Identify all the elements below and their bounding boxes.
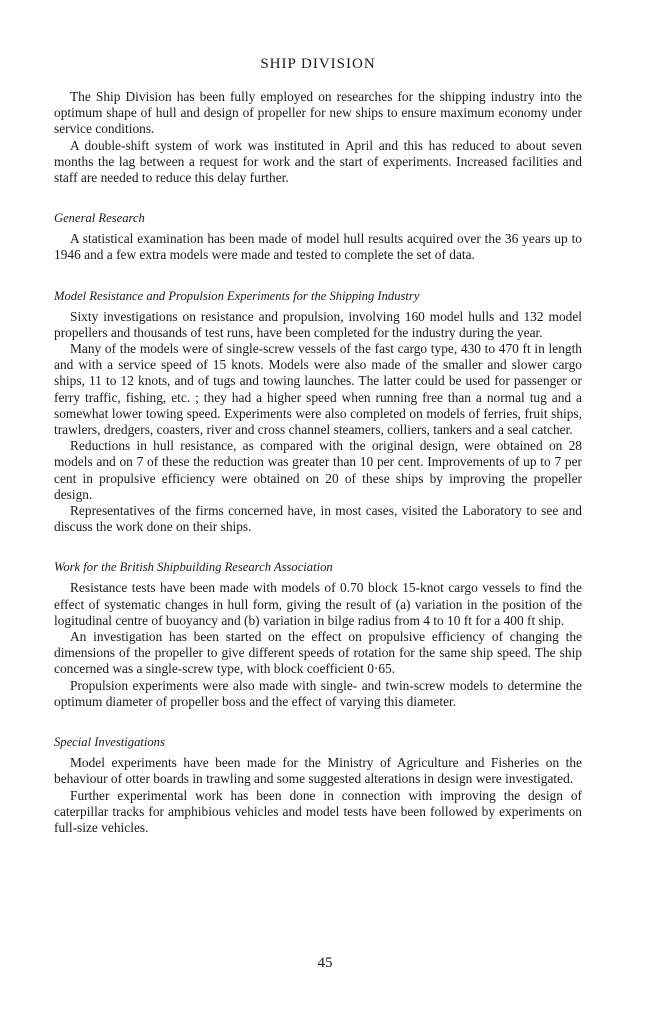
page-number: 45: [317, 955, 333, 971]
model-resistance-paragraph-4: Representatives of the firms concerned have, in most cases, visited the Laboratory to see and discuss the work done on their ships.: [54, 503, 582, 535]
model-resistance-paragraph-1: Sixty investigations on resistance and propulsion, involving 160 model hulls and 132 model propellers and thousands of test runs, have been completed for the industry during the year.: [54, 308, 582, 340]
special-investigations-paragraph-2: Further experimental work has been done in connection with improving the design of caterpillar tracks for amphibious vehicles and model tests have been followed by experiments on full-size vehicles.: [54, 787, 582, 835]
section-heading-special-investigations: Special Investigations: [54, 735, 165, 750]
intro-paragraph-2: A double-shift system of work was instituted in April and this has reduced to about seven months the lag between a request for work and the start of experiments. Increased facilities and staff are needed to reduce this delay further.: [54, 137, 582, 186]
bsra-paragraph-3: Propulsion experiments were also made with single- and twin-screw models to determine the optimum diameter of propeller boss and the effect of varying this diameter.: [54, 677, 582, 709]
section-heading-model-resistance: Model Resistance and Propulsion Experiments for the Shipping Industry: [54, 288, 420, 303]
bsra-paragraph-1: Resistance tests have been made with models of 0.70 block 15-knot cargo vessels to find the effect of systematic changes in hull form, giving the result of (a) variation in the position of the logitudinal centre of buoyancy and (b) variation in bilge radius from 4 to 10 ft for a 400 ft ship.: [54, 580, 582, 628]
page-title: SHIP DIVISION: [260, 56, 376, 72]
model-resistance-paragraph-2: Many of the models were of single-screw vessels of the fast cargo type, 430 to 470 ft in length and with a service speed of 15 knots. Models were also made of the smaller and slower cargo ships, 11 to 12 knots, and of tugs and towing launches. The latter could be used for passenger or ferry traffic, fishing, etc. ; they had a higher speed when running free than a normal tug and a somewhat lower towing speed. Experiments were also completed on models of ferries, fruit ships, trawlers, dredgers, coasters, river and cross channel steamers, colliers, tankers and a seal catcher.: [54, 341, 582, 438]
intro-paragraph-1: The Ship Division has been fully employed on researches for the shipping industry into the optimum shape of hull and design of propeller for new ships to ensure maximum economy under service conditions.: [54, 89, 582, 137]
model-resistance-paragraph-3: Reductions in hull resistance, as compared with the original design, were obtained on 28 models and on 7 of these the reduction was greater than 10 per cent. Improvements of up to 7 per cent in propulsive efficiency were obtained on 20 of these ships by improving the propeller design.: [54, 438, 582, 502]
section-heading-bsra: Work for the British Shipbuilding Research Association: [54, 560, 333, 575]
section-heading-general-research: General Research: [54, 211, 145, 226]
general-research-paragraph-1: A statistical examination has been made of model hull results acquired over the 36 years up to 1946 and a few extra models were made and tested to complete the set of data.: [54, 231, 582, 263]
bsra-paragraph-2: An investigation has been started on the effect on propulsive efficiency of changing the dimensions of the propeller to give different speeds of rotation for the same ship speed. The ship concerned was a single-screw type, with block coefficient 0·65.: [54, 629, 582, 677]
special-investigations-paragraph-1: Model experiments have been made for the Ministry of Agriculture and Fisheries on the behaviour of otter boards in trawling and some suggested alterations in design were investigated.: [54, 755, 582, 787]
